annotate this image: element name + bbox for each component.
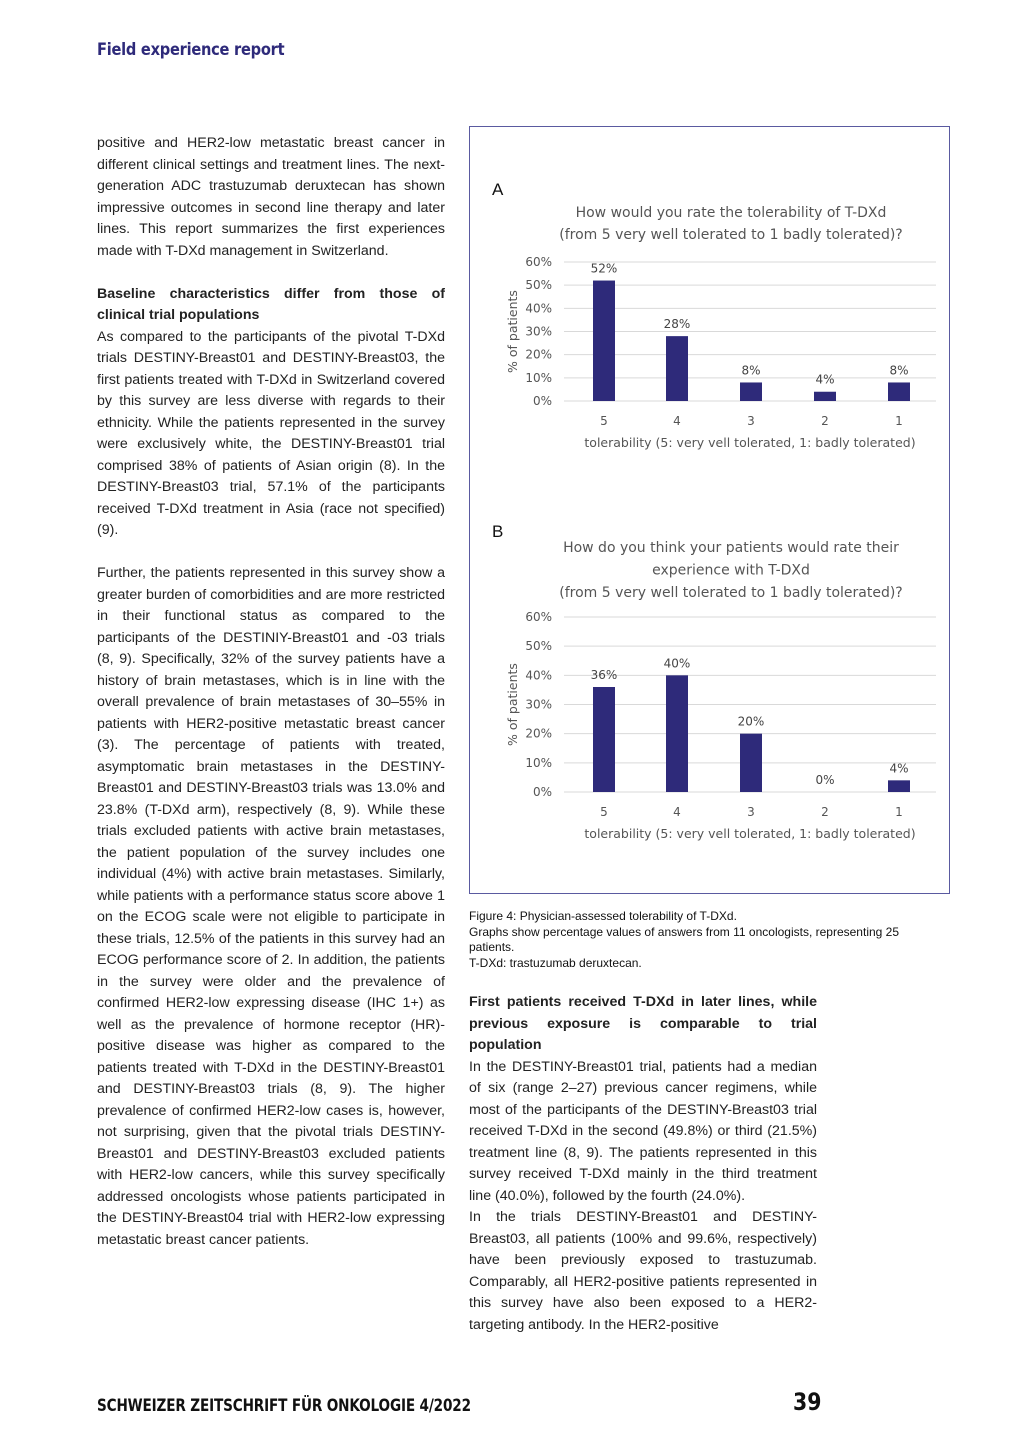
chart-a-bar-4 <box>666 336 688 401</box>
chart-a-y-tick-label: 40% <box>525 301 552 316</box>
chart-a-title-line: (from 5 very well tolerated to 1 badly tolerated)? <box>559 227 903 243</box>
chart-b-title-line: experience with T-DXd <box>652 562 810 579</box>
chart-a-x-axis-label: tolerability (5: very vell tolerated, 1: badly tolerated) <box>584 435 916 450</box>
chart-b-x-tick-label: 2 <box>821 805 829 819</box>
chart-a-y-tick-label: 30% <box>525 324 552 339</box>
chart-b-y-tick-label: 20% <box>525 726 552 741</box>
chart-b-data-label: 0% <box>815 773 835 787</box>
chart-b-data-label: 4% <box>889 761 909 776</box>
chart-b-x-tick-label: 1 <box>895 805 903 819</box>
chart-a-bar-3 <box>740 382 762 401</box>
chart-a-panel-letter: A <box>492 180 504 199</box>
chart-a-y-axis-label: % of patients <box>505 290 520 373</box>
chart-b-y-tick-label: 0% <box>532 785 552 799</box>
chart-b-bar-4 <box>666 675 688 792</box>
chart-a-x-tick-label: 4 <box>673 414 681 428</box>
heading-later-lines: First patients received T-DXd in later lines, while previous exposure is comparable to trial population <box>469 994 817 1053</box>
heading-baseline: Baseline characteristics differ from those of clinical trial populations <box>97 285 445 323</box>
left-column <box>97 133 445 1251</box>
chart-a-bar-1 <box>888 382 910 401</box>
chart-a-data-label: 52% <box>590 261 618 276</box>
chart-b-x-tick-label: 4 <box>673 805 681 819</box>
caption-description: Graphs show percentage values of answers from 11 oncologists, representing 25 patients. <box>469 924 900 954</box>
paragraph-baseline: As compared to the participants of the pivotal T-DXd trials DESTINY-Breast01 and DESTINY-Breast03, the first patients treated with T-DXd in Switzerland covered by this survey are less diverse with regards to their ethnicity. While the patients represented in the survey were exclusively white, the DESTINY-Breast01 trial comprised 38% of patients of Asian origin (8). In the DESTINY-Breast03 trial, 57.1% of the participants received T-DXd treatment in Asia (race not specified) (9). <box>97 328 445 538</box>
paragraph-comorbidities: Further, the patients represented in this survey show a greater burden of comorbidities and are more restricted in their functional status as compared to the participants of the DESTINIY-Breast01 and -03 trials (8, 9). Specifically, 32% of the survey patients have a history of brain metastases, which is in line with the overall prevalence of brain metastases of 30–55% in patients with HER2-positive metastatic breast cancer (3). The percentage of patients with treated, asymptomatic brain metastases in the DESTINY-Breast01 and DESTINY-Breast03 trials was 13.0% and 23.8% (T-DXd arm), respectively (8, 9). While these trials excluded patients with active brain metastases, the patient population of the survey includes one individual (4%) with active brain metastases. Similarly, while patients with a performance status score above 1 on the ECOG scale were not eligible to participate in these trials, 12.5% of the patients in this survey had an ECOG performance score of 2. In addition, the patients in the survey were older and the prevalence of confirmed HER2-low expressing disease (IHC 1+) as well as the prevalence of hormone receptor (HR)-positive disease was higher as compared to the patients treated with T-DXd in the DESTINY-Breast01 and DESTINY-Breast03 trials (8, 9). The higher prevalence of confirmed HER2-low cases is, however, not surprising, given that the pivotal trials DESTINY-Breast01 and DESTINY-Breast03 excluded patients with HER2-low cancers, while this survey specifically addressed oncologists whose patients participated in the DESTINY-Breast04 trial with HER2-low expressing metastatic breast cancer patients. <box>97 565 445 1248</box>
chart-a-data-label: 4% <box>815 372 835 387</box>
chart-b-data-label: 40% <box>663 656 691 671</box>
chart-a-y-tick-label: 10% <box>525 370 552 385</box>
chart-b-title-line: How do you think your patients would rate their <box>563 540 899 556</box>
chart-a-y-tick-label: 0% <box>532 394 552 408</box>
chart-b-data-label: 36% <box>590 668 618 682</box>
chart-b-bar-5 <box>593 687 615 792</box>
chart-b-bar-1 <box>888 780 910 792</box>
page-number: 39 <box>793 1388 822 1416</box>
chart-b-y-tick-label: 40% <box>525 668 552 683</box>
chart-a-y-tick-label: 50% <box>525 278 552 293</box>
paragraph-regimens: In the DESTINY-Breast01 trial, patients had a median of six (range 2–27) previous cancer regimens, while most of the participants of the DESTINY-Breast03 trial received T-DXd in the second (49.8%) or third (21.5%) treatment line (8, 9). The patients represented in this survey received T-DXd mainly in the third treatment line (40.0%), followed by the fourth (24.0%). <box>469 1058 817 1204</box>
figure-svg <box>470 127 951 895</box>
chart-a-y-tick-label: 60% <box>525 255 552 269</box>
chart-a-data-label: 8% <box>889 363 909 378</box>
right-column <box>469 992 817 1336</box>
chart-b-data-label: 20% <box>737 714 765 729</box>
chart-b-y-tick-label: 10% <box>525 755 552 770</box>
chart-a-x-tick-label: 5 <box>600 414 608 428</box>
chart-b-x-tick-label: 3 <box>747 805 755 819</box>
chart-b-y-tick-label: 60% <box>525 610 552 624</box>
caption-title: Figure 4: Physician-assessed tolerability of T-DXd. <box>469 909 737 923</box>
chart-a-title-line: How would you rate the tolerability of T-DXd <box>575 205 887 221</box>
chart-b-panel-letter: B <box>492 522 504 541</box>
paragraph-exposure: In the trials DESTINY-Breast01 and DESTINY-Breast03, all patients (100% and 99.6%, respectively) have been previously exposed to trastuzumab. Comparably, all HER2-positive patients represented in this survey have also been exposed to a HER2-targeting antibody. In the HER2-positive <box>469 1209 817 1333</box>
chart-a-y-tick-label: 20% <box>525 347 552 362</box>
section-header: Field experience report <box>97 40 285 60</box>
chart-a-x-tick-label: 2 <box>821 414 829 428</box>
figure-caption <box>469 909 939 971</box>
chart-b-y-tick-label: 30% <box>525 697 552 712</box>
chart-a-bar-2 <box>814 392 836 401</box>
chart-a-x-tick-label: 3 <box>747 414 755 428</box>
chart-b-bar-3 <box>740 734 762 792</box>
chart-b-x-tick-label: 5 <box>600 805 608 819</box>
caption-abbreviation: T-DXd: trastuzumab deruxtecan. <box>469 955 642 970</box>
chart-b-y-axis-label: % of patients <box>505 663 520 746</box>
figure-box <box>469 126 950 894</box>
paragraph-intro: positive and HER2-low metastatic breast cancer in different clinical settings and treatment lines. The next-generation ADC trastuzumab deruxtecan has shown impressive outcomes in second line therapy and later lines. This report summarizes the first experiences made with T-DXd management in Switzerland. <box>97 135 445 259</box>
chart-a-x-tick-label: 1 <box>895 414 903 428</box>
chart-b-title-line: (from 5 very well tolerated to 1 badly tolerated)? <box>559 585 903 601</box>
chart-a-data-label: 28% <box>663 317 691 332</box>
chart-b-x-axis-label: tolerability (5: very vell tolerated, 1: badly tolerated) <box>584 826 916 841</box>
journal-footer: SCHWEIZER ZEITSCHRIFT FÜR ONKOLOGIE 4/2022 <box>97 1396 471 1416</box>
chart-a-data-label: 8% <box>741 363 761 378</box>
chart-b-y-tick-label: 50% <box>525 639 552 654</box>
chart-a-bar-5 <box>593 281 615 401</box>
